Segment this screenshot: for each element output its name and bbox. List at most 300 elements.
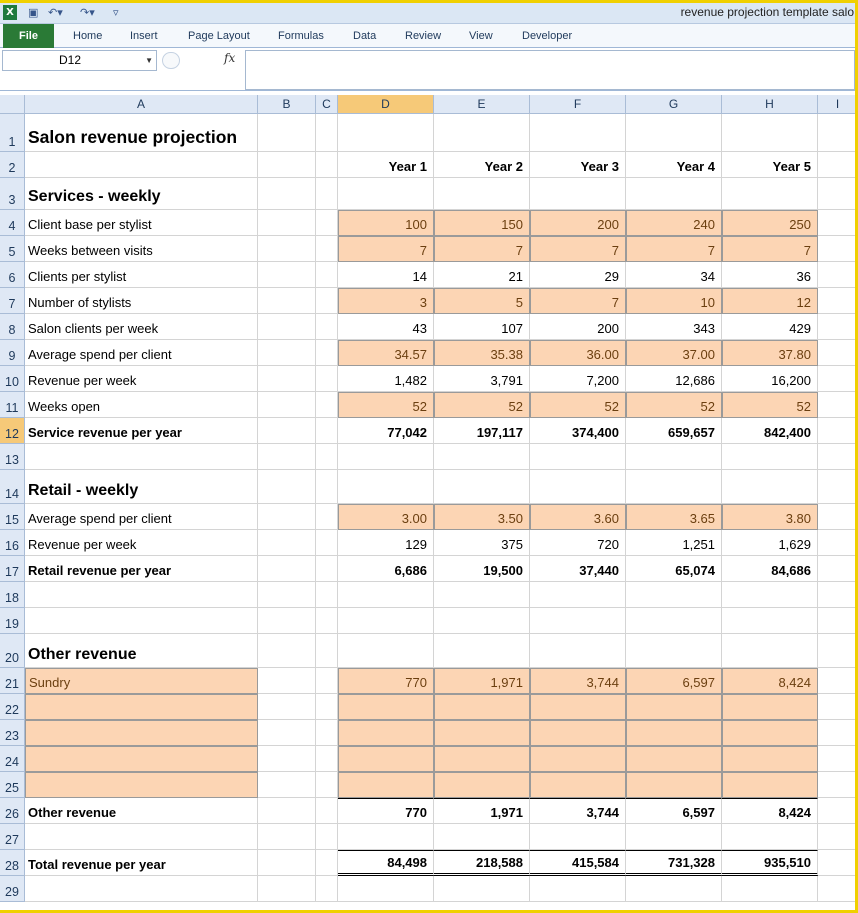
cell-e8[interactable] (434, 314, 530, 340)
cell-f9[interactable] (530, 340, 626, 366)
cell-b8[interactable] (258, 314, 316, 340)
row-header[interactable] (0, 444, 25, 470)
cell-f26[interactable] (530, 798, 626, 824)
cell-d25[interactable] (338, 772, 434, 798)
cell-i1[interactable] (818, 114, 858, 152)
cell-d3[interactable] (338, 178, 434, 210)
cell-h10[interactable] (722, 366, 818, 392)
cell-e24[interactable] (434, 746, 530, 772)
row-header[interactable] (0, 556, 25, 582)
cell-c17[interactable] (316, 556, 338, 582)
row-header[interactable] (0, 876, 25, 902)
cell-d12[interactable] (338, 418, 434, 444)
tab-data[interactable]: Data (353, 30, 377, 42)
tab-formulas[interactable]: Formulas (278, 30, 324, 42)
cell-i21[interactable] (818, 668, 858, 694)
cell-i11[interactable] (818, 392, 858, 418)
cell-h18[interactable] (722, 582, 818, 608)
row-header[interactable] (0, 798, 25, 824)
cell-b11[interactable] (258, 392, 316, 418)
cell-a26[interactable] (25, 798, 258, 824)
cell-d29[interactable] (338, 876, 434, 902)
row-header[interactable] (0, 530, 25, 556)
cell-d11[interactable] (338, 392, 434, 418)
cell-f3[interactable] (530, 178, 626, 210)
save-icon[interactable]: ▣ (28, 6, 39, 19)
row-header[interactable] (0, 418, 25, 444)
cell-b27[interactable] (258, 824, 316, 850)
cell-a10[interactable] (25, 366, 258, 392)
cell-b7[interactable] (258, 288, 316, 314)
cell-b20[interactable] (258, 634, 316, 668)
row-header[interactable] (0, 772, 25, 798)
cell-f15[interactable] (530, 504, 626, 530)
cell-g17[interactable] (626, 556, 722, 582)
cell-c7[interactable] (316, 288, 338, 314)
cell-g6[interactable] (626, 262, 722, 288)
cell-e17[interactable] (434, 556, 530, 582)
cell-c10[interactable] (316, 366, 338, 392)
cell-d16[interactable] (338, 530, 434, 556)
cell-g15[interactable] (626, 504, 722, 530)
cell-h26[interactable] (722, 798, 818, 824)
cell-c11[interactable] (316, 392, 338, 418)
cell-e28[interactable] (434, 850, 530, 876)
cell-a15[interactable] (25, 504, 258, 530)
cell-e26[interactable] (434, 798, 530, 824)
cell-i8[interactable] (818, 314, 858, 340)
cell-f20[interactable] (530, 634, 626, 668)
row-header[interactable] (0, 720, 25, 746)
cell-g20[interactable] (626, 634, 722, 668)
cell-b29[interactable] (258, 876, 316, 902)
cell-e7[interactable] (434, 288, 530, 314)
cell-b15[interactable] (258, 504, 316, 530)
column-header-d[interactable]: D (338, 95, 434, 114)
cell-b24[interactable] (258, 746, 316, 772)
cell-b18[interactable] (258, 582, 316, 608)
cell-a12[interactable] (25, 418, 258, 444)
cell-f13[interactable] (530, 444, 626, 470)
cell-c14[interactable] (316, 470, 338, 504)
cell-f8[interactable] (530, 314, 626, 340)
cell-g19[interactable] (626, 608, 722, 634)
cell-a6[interactable] (25, 262, 258, 288)
cell-e10[interactable] (434, 366, 530, 392)
cell-d27[interactable] (338, 824, 434, 850)
chevron-down-icon[interactable]: ▼ (145, 56, 153, 65)
cell-g25[interactable] (626, 772, 722, 798)
cell-f12[interactable] (530, 418, 626, 444)
cell-h3[interactable] (722, 178, 818, 210)
cell-h20[interactable] (722, 634, 818, 668)
cell-c28[interactable] (316, 850, 338, 876)
cell-f18[interactable] (530, 582, 626, 608)
cell-i19[interactable] (818, 608, 858, 634)
cell-h24[interactable] (722, 746, 818, 772)
cell-h11[interactable] (722, 392, 818, 418)
cell-i22[interactable] (818, 694, 858, 720)
column-header-b[interactable]: B (258, 95, 316, 114)
cell-c20[interactable] (316, 634, 338, 668)
cell-f2[interactable] (530, 152, 626, 178)
cell-f4[interactable] (530, 210, 626, 236)
cell-b6[interactable] (258, 262, 316, 288)
cell-d20[interactable] (338, 634, 434, 668)
cell-h16[interactable] (722, 530, 818, 556)
cell-g8[interactable] (626, 314, 722, 340)
cell-c2[interactable] (316, 152, 338, 178)
cell-d1[interactable] (338, 114, 434, 152)
cell-e14[interactable] (434, 470, 530, 504)
cell-g22[interactable] (626, 694, 722, 720)
cell-g29[interactable] (626, 876, 722, 902)
cell-a2[interactable] (25, 152, 258, 178)
cell-e29[interactable] (434, 876, 530, 902)
cell-c4[interactable] (316, 210, 338, 236)
cell-a11[interactable] (25, 392, 258, 418)
cell-f6[interactable] (530, 262, 626, 288)
cell-a21[interactable] (25, 668, 258, 694)
cell-g4[interactable] (626, 210, 722, 236)
cell-h23[interactable] (722, 720, 818, 746)
row-header[interactable] (0, 746, 25, 772)
row-header[interactable] (0, 288, 25, 314)
cell-d17[interactable] (338, 556, 434, 582)
column-header-h[interactable]: H (722, 95, 818, 114)
cell-d22[interactable] (338, 694, 434, 720)
cell-c15[interactable] (316, 504, 338, 530)
cell-d4[interactable] (338, 210, 434, 236)
tab-home[interactable]: Home (73, 30, 103, 42)
cell-a17[interactable] (25, 556, 258, 582)
cell-i5[interactable] (818, 236, 858, 262)
cell-h14[interactable] (722, 470, 818, 504)
cell-h13[interactable] (722, 444, 818, 470)
cell-i13[interactable] (818, 444, 858, 470)
cell-i24[interactable] (818, 746, 858, 772)
cell-i18[interactable] (818, 582, 858, 608)
cell-h2[interactable] (722, 152, 818, 178)
cell-i17[interactable] (818, 556, 858, 582)
cell-f16[interactable] (530, 530, 626, 556)
column-header-e[interactable]: E (434, 95, 530, 114)
cell-g21[interactable] (626, 668, 722, 694)
cell-a23[interactable] (25, 720, 258, 746)
cell-d21[interactable] (338, 668, 434, 694)
cell-a27[interactable] (25, 824, 258, 850)
cell-i23[interactable] (818, 720, 858, 746)
cell-f10[interactable] (530, 366, 626, 392)
cell-e5[interactable] (434, 236, 530, 262)
row-header[interactable] (0, 178, 25, 210)
cell-b17[interactable] (258, 556, 316, 582)
cell-d6[interactable] (338, 262, 434, 288)
cell-e1[interactable] (434, 114, 530, 152)
cell-e22[interactable] (434, 694, 530, 720)
cell-f27[interactable] (530, 824, 626, 850)
cell-g18[interactable] (626, 582, 722, 608)
cell-c1[interactable] (316, 114, 338, 152)
cell-a13[interactable] (25, 444, 258, 470)
cell-b1[interactable] (258, 114, 316, 152)
cell-i7[interactable] (818, 288, 858, 314)
cell-e27[interactable] (434, 824, 530, 850)
cell-a1[interactable] (25, 114, 258, 152)
cell-c19[interactable] (316, 608, 338, 634)
cell-h15[interactable] (722, 504, 818, 530)
column-header-a[interactable]: A (25, 95, 258, 114)
tab-page-layout[interactable]: Page Layout (188, 30, 250, 42)
cell-d19[interactable] (338, 608, 434, 634)
cell-h22[interactable] (722, 694, 818, 720)
cell-h5[interactable] (722, 236, 818, 262)
cell-a3[interactable] (25, 178, 258, 210)
row-header[interactable] (0, 114, 25, 152)
row-header[interactable] (0, 850, 25, 876)
tab-developer[interactable]: Developer (522, 30, 573, 42)
cell-i2[interactable] (818, 152, 858, 178)
customize-icon[interactable]: ▿ (113, 6, 119, 19)
cell-f22[interactable] (530, 694, 626, 720)
cell-c3[interactable] (316, 178, 338, 210)
cell-d2[interactable] (338, 152, 434, 178)
cell-b3[interactable] (258, 178, 316, 210)
cell-d7[interactable] (338, 288, 434, 314)
cell-a22[interactable] (25, 694, 258, 720)
cell-b10[interactable] (258, 366, 316, 392)
cell-f5[interactable] (530, 236, 626, 262)
formula-input[interactable] (245, 50, 855, 90)
row-header[interactable] (0, 262, 25, 288)
cell-g3[interactable] (626, 178, 722, 210)
cell-h21[interactable] (722, 668, 818, 694)
name-box[interactable] (2, 50, 157, 71)
cell-g9[interactable] (626, 340, 722, 366)
cell-a14[interactable] (25, 470, 258, 504)
cell-c21[interactable] (316, 668, 338, 694)
cell-i4[interactable] (818, 210, 858, 236)
cell-i25[interactable] (818, 772, 858, 798)
cell-e11[interactable] (434, 392, 530, 418)
cell-i14[interactable] (818, 470, 858, 504)
cell-i10[interactable] (818, 366, 858, 392)
row-header[interactable] (0, 236, 25, 262)
cell-c27[interactable] (316, 824, 338, 850)
cell-h9[interactable] (722, 340, 818, 366)
cell-f25[interactable] (530, 772, 626, 798)
cell-i27[interactable] (818, 824, 858, 850)
cell-h12[interactable] (722, 418, 818, 444)
cell-b23[interactable] (258, 720, 316, 746)
cell-d15[interactable] (338, 504, 434, 530)
cell-f19[interactable] (530, 608, 626, 634)
cell-a25[interactable] (25, 772, 258, 798)
cell-a18[interactable] (25, 582, 258, 608)
cell-h6[interactable] (722, 262, 818, 288)
cell-c26[interactable] (316, 798, 338, 824)
cell-a16[interactable] (25, 530, 258, 556)
cell-b13[interactable] (258, 444, 316, 470)
row-header[interactable] (0, 366, 25, 392)
cell-d13[interactable] (338, 444, 434, 470)
cell-i15[interactable] (818, 504, 858, 530)
cell-e4[interactable] (434, 210, 530, 236)
cell-g10[interactable] (626, 366, 722, 392)
cell-c6[interactable] (316, 262, 338, 288)
row-header[interactable] (0, 668, 25, 694)
cell-e16[interactable] (434, 530, 530, 556)
cell-e25[interactable] (434, 772, 530, 798)
cell-c5[interactable] (316, 236, 338, 262)
cell-c24[interactable] (316, 746, 338, 772)
cell-d26[interactable] (338, 798, 434, 824)
cell-g5[interactable] (626, 236, 722, 262)
cell-i9[interactable] (818, 340, 858, 366)
undo-icon[interactable]: ↶▾ (48, 6, 63, 19)
cell-e20[interactable] (434, 634, 530, 668)
cell-h25[interactable] (722, 772, 818, 798)
column-header-f[interactable]: F (530, 95, 626, 114)
cell-b9[interactable] (258, 340, 316, 366)
cell-g12[interactable] (626, 418, 722, 444)
cell-b4[interactable] (258, 210, 316, 236)
row-header[interactable] (0, 694, 25, 720)
cell-h29[interactable] (722, 876, 818, 902)
row-header[interactable] (0, 634, 25, 668)
cell-e19[interactable] (434, 608, 530, 634)
cell-i29[interactable] (818, 876, 858, 902)
insert-function-icon[interactable]: fx (224, 51, 236, 65)
cell-a20[interactable] (25, 634, 258, 668)
row-header[interactable] (0, 504, 25, 530)
cell-g24[interactable] (626, 746, 722, 772)
formula-options-button[interactable] (162, 52, 180, 69)
cell-b26[interactable] (258, 798, 316, 824)
cell-g16[interactable] (626, 530, 722, 556)
tab-view[interactable]: View (469, 30, 493, 42)
cell-e13[interactable] (434, 444, 530, 470)
cell-g28[interactable] (626, 850, 722, 876)
cell-a9[interactable] (25, 340, 258, 366)
cell-a8[interactable] (25, 314, 258, 340)
cell-g2[interactable] (626, 152, 722, 178)
cell-g1[interactable] (626, 114, 722, 152)
cell-e3[interactable] (434, 178, 530, 210)
row-header[interactable] (0, 152, 25, 178)
cell-a4[interactable] (25, 210, 258, 236)
tab-file[interactable]: File (3, 24, 54, 48)
cell-e12[interactable] (434, 418, 530, 444)
column-header-i[interactable]: I (818, 95, 858, 114)
cell-f17[interactable] (530, 556, 626, 582)
cell-f28[interactable] (530, 850, 626, 876)
cell-g23[interactable] (626, 720, 722, 746)
cell-i20[interactable] (818, 634, 858, 668)
cell-i3[interactable] (818, 178, 858, 210)
cell-b16[interactable] (258, 530, 316, 556)
row-header[interactable] (0, 340, 25, 366)
cell-i16[interactable] (818, 530, 858, 556)
row-header[interactable] (0, 470, 25, 504)
cell-b28[interactable] (258, 850, 316, 876)
cell-d24[interactable] (338, 746, 434, 772)
cell-e2[interactable] (434, 152, 530, 178)
select-all-corner[interactable] (0, 95, 25, 114)
cell-g26[interactable] (626, 798, 722, 824)
cell-f23[interactable] (530, 720, 626, 746)
row-header[interactable] (0, 314, 25, 340)
cell-h4[interactable] (722, 210, 818, 236)
cell-e15[interactable] (434, 504, 530, 530)
cell-b5[interactable] (258, 236, 316, 262)
cell-e18[interactable] (434, 582, 530, 608)
cell-a7[interactable] (25, 288, 258, 314)
cell-c18[interactable] (316, 582, 338, 608)
cell-c25[interactable] (316, 772, 338, 798)
cell-c8[interactable] (316, 314, 338, 340)
row-header[interactable] (0, 582, 25, 608)
cell-i6[interactable] (818, 262, 858, 288)
row-header[interactable] (0, 392, 25, 418)
row-header[interactable] (0, 824, 25, 850)
column-header-c[interactable]: C (316, 95, 338, 114)
cell-e21[interactable] (434, 668, 530, 694)
cell-d18[interactable] (338, 582, 434, 608)
cell-f11[interactable] (530, 392, 626, 418)
cell-h28[interactable] (722, 850, 818, 876)
cell-b19[interactable] (258, 608, 316, 634)
cell-c9[interactable] (316, 340, 338, 366)
cell-g14[interactable] (626, 470, 722, 504)
cell-e9[interactable] (434, 340, 530, 366)
cell-d10[interactable] (338, 366, 434, 392)
cell-e6[interactable] (434, 262, 530, 288)
cell-f29[interactable] (530, 876, 626, 902)
cell-g27[interactable] (626, 824, 722, 850)
cell-f14[interactable] (530, 470, 626, 504)
cell-h17[interactable] (722, 556, 818, 582)
cell-h8[interactable] (722, 314, 818, 340)
cell-f24[interactable] (530, 746, 626, 772)
row-header[interactable] (0, 608, 25, 634)
cell-c12[interactable] (316, 418, 338, 444)
cell-d14[interactable] (338, 470, 434, 504)
cell-d8[interactable] (338, 314, 434, 340)
cell-a29[interactable] (25, 876, 258, 902)
cell-f1[interactable] (530, 114, 626, 152)
cell-f7[interactable] (530, 288, 626, 314)
cell-d23[interactable] (338, 720, 434, 746)
cell-h1[interactable] (722, 114, 818, 152)
cell-c16[interactable] (316, 530, 338, 556)
cell-h19[interactable] (722, 608, 818, 634)
cell-i26[interactable] (818, 798, 858, 824)
cell-a19[interactable] (25, 608, 258, 634)
cell-b2[interactable] (258, 152, 316, 178)
cell-c22[interactable] (316, 694, 338, 720)
cell-g11[interactable] (626, 392, 722, 418)
cell-g13[interactable] (626, 444, 722, 470)
cell-i12[interactable] (818, 418, 858, 444)
tab-insert[interactable]: Insert (130, 30, 158, 42)
tab-review[interactable]: Review (405, 30, 442, 42)
cell-d5[interactable] (338, 236, 434, 262)
redo-icon[interactable]: ↷▾ (80, 6, 95, 19)
cell-d9[interactable] (338, 340, 434, 366)
cell-b12[interactable] (258, 418, 316, 444)
cell-h7[interactable] (722, 288, 818, 314)
